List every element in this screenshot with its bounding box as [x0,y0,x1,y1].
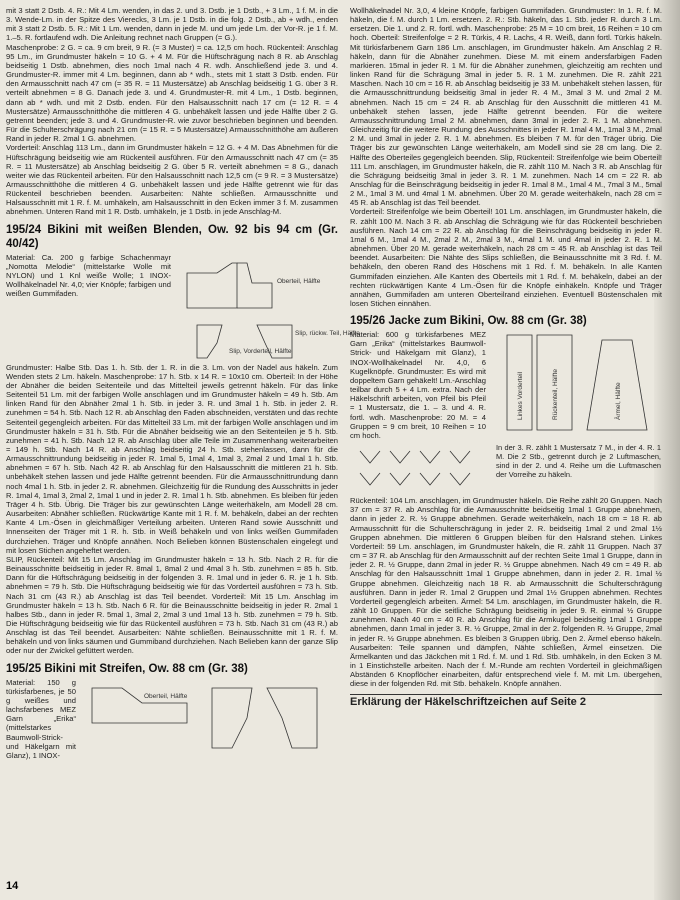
section-195-24-body: Grundmuster: Halbe Stb. Das 1. h. Stb. der 1. R. in die 3. Lm. von der Nadel aus häkeln. Zum Wenden stets 2 Lm. häkeln. Maschenprobe: 17 h. Stb. x 14 R. = 10x10 cm. Oberteil: In der Höhe der Abnäher die beiden Seitenteile und das Mittelteil jeweils getrennt häkeln. Für das linke Seitenteil 51 Lm. mit der farbigen Wolle anschlagen und im Grundmuster häkeln = 49 h. Stb. Am linken Rand für den Abnäher 2mal 1 h. Stb. in jeder 3. R. und 3mal 1 h. Stb. in jeder 2. R. zunehmen = 54 h. Stb. Nach 12 R. ab Anschlag den Faden abschneiden, verstäten und das rechte Seitenteil gegengleich arbeiten. Für das Mittelteil 33 Lm. mit der farbigen Wolle anschlagen und im Grundmuster häkeln = 31 h. Stb. Für die Abnäher beidseitig wie an den Seitenteilen je 5 h. Stb. zunehmen = 41 h. Stb. Nach 12 R. ab Anschlag über alle Teile im Zusammenhang weiterarbeiten = 149 h. Stb. Nach 14 R. ab Anschlag beidseitig 24 h. Stb. stehenlassen, dann für die Armausschnittrundung beidseitig in jeder R. 1mal 5, 1mal 4, 1mal 3, 2mal 2 und 1mal 1 h. Stb. abnehmen = 67 h. Stb. Nach 42 R. ab Anschlag für den Halsausschnitt die mittleren 21 h. Stb. unbehäkelt stehen lassen und jede Hälfte getrennt beenden. Für die Armausschnittrundung dann noch 4mal 1 h. Stb. in jeder 2. R. abnehmen. Gleichzeitig für die Rundung des Ausschnitts in jeder R. 1mal 4, 1mal 3, 2mal 2, 1mal 1 und in jeder 2. R. 1mal 1 h. Stb. abnehmen. Es bleiben für jeden Träger 4 h. Stb. Übrig. Die Träger bis zur gewünschten Länge weiterhäkeln, am Modell 28 cm. Ausarbeiten: Abnäher schließen. Rückwärtige Kante mit 1 R. f. M. behäkeln, dabei an der rechten Kante 4 Lm.-Ösen in gleichmäßiger Verteilung arbeiten. Unteren Rand sowie Ausschnitt und Innenseiten der Träger mit 1 R. h. Stb. in Weiß behäkeln und von links weißen Gummifaden durchziehen. Träger und Knöpfe annähen. Noch Belieben können Büstenschalen eingelegt und mit losen Stichen angeheftet werden. [6,362,338,555]
symbol-legend-reference: Erklärung der Häkelschriftzeichen auf Seite 2 [350,694,662,707]
section-195-24-title: 195/24 Bikini mit weißen Blenden, Ow. 92 bis 94 cm (Gr. 40/42) [6,223,338,250]
section-195-24-slip: SLIP, Rückenteil: Mit 15 Lm. Anschlag im Grundmuster häkeln = 13 h. Stb. Nach 2 R. für die Beinausschnitte beidseitig in jeder R. 8mal 1, 8mal 2 und 4mal 3 h. Stb. zunehmen = 85 h. Stb. Dann für die Hüftschrägung beidseitig in der folgenden 3. R. 1mal und in jeder 6. R. je 1 h. Stb. abnehmen = 79 h. Stb. Die Hüftschrägung beidseitig wie für das Vorderteil ausführen = 73 h. Stb. Nach 31 cm (43 R.) ab Anschlag ist das Teil beendet. Vorderteil: Mit 15 Lm. Anschlag im Grundmuster häkeln = 13 h. Stb. Nach 6 R. für die Beinausschnitte beidseitig in jeder R. 2mal 1 halbes Stb., dann in jeder R. 5mal 1, 3mal 2, 2mal 3 und 1mal 13 h. Stb. zunehmen = 79 h. Stb. Die Hüftschrägung beidseitig wie für das Rückenteil ausführen = 73 h. Stb. Nach 31 cm (43 R.) ab Anschlag ist das Teil beendet. Ausarbeiten: Nähte schließen. Beinausschnitte mit 1 R. f. M. behäkeln und von links säumen und Gummiband durchziehen. Nach Belieben kann der ganze Slip oder nur der Zwickel gefüttert werden. [6,554,338,656]
right-top-text-2: Vorderteil: Streifenfolge wie beim Oberteil! 101 Lm. anschlagen, im Grundmuster häkeln, die R. zählt 100 M. Nach 3 R. ab Anschlag die Schrägung wie für das Rückenteil beschrieben ausführen. Nach 14 cm = 22 R. ab Anschlag für die Beinschrägung beidseitig in jeder R. 1mal 6 M., 1mal 4 M., 2mal 2 M., 2mal 3 M., 4mal 1 M. und 4mal in jeder 2. R. 1 M. abnehmen. Über 20 M. gerade weiterhäkeln, nach 28 cm = 45 R. ab Anschlag ist das Teil beendet. Ausarbeiten: Die Nähte des Slips schließen, die Beinausschnitte mit 3 Rd. f. M. behäkeln, den oberen Rand des Höschens mit 1 Rd. f. M. behäkeln. In alle Kanten Gummifaden einziehen. Alle Kanten des Oberteils mit 1 Rd. f. M. behäkeln, dabei an der rechten rückwärtigen Kante 4 Lm.-Ösen für die Knöpfe einhäkeln. Knöpfe und Träger annähen, Gummifaden am unteren Oberteilrand einziehen. Eventuell Büstenschalen mit losen Stichen einnähen. [350,207,662,308]
crochet-chart [350,443,490,493]
page-number: 14 [6,880,19,892]
section-195-25-title: 195/25 Bikini mit Streifen, Ow. 88 cm (Gr. 38) [6,662,248,675]
section-195-26-body: Rückenteil: 104 Lm. anschlagen, im Grundmuster häkeln. Die Reihe zählt 20 Gruppen. Nach 37 cm = 37 R. ab Anschlag für die Armausschnitte beidseitig 1mal 1 Gruppe abnehmen, dann in jeder 2. R. ½ Gruppe abnehmen. Gerade weiterhäkeln, nach 18 cm = 18 R. ab Armausschnitt für die Schulterschrägung in jeder 2. R. beidseitig 1mal 2 und 2mal 1½ Gruppen abnehmen. Die mittleren 6 Gruppen bleiben für den Halsrand stehen. Linkes Vorderteil: 59 Lm. anschlagen, im Grundmuster häkeln, die R. zählt 11 Gruppen. Nach 37 cm = 37 R. ab Anschlag für den Armausschnitt auf der rechten Seite 1mal 1 Gruppe, dann in jeder 2. R. ½ Gruppe, dann 2mal in jeder R. ½ Gruppe abnehmen. Nach 49 cm = 49 R. ab Anschlag für den Halsausschnitt 1mal 1 Gruppe abnehmen, dann in jeder 2. R. 1mal ½ Gruppe abnehmen. Gleichzeitig nach 18 R. ab Armausschnitt die Schulterschrägung ausführen. Dann in jeder R. 1mal 2 Gruppen und 2mal 1½ Gruppen abnehmen. Rechtes Vorderteil gegengleich arbeiten. Ärmel: 54 Lm. anschlagen, im Grundmuster häkeln, die R. zählt 10 Gruppen. Für die seitliche Schrägung beidseitig in jeder 9. R. einmal ½ Gruppe zunehmen. Nach 40 cm = 40 R. ab Anschlag für die Armkugel beidseitig 1mal 1 Gruppe abnehmen, dann 1mal in jeder 3. R. ½ Gruppe, 2mal in der 2. folgenden R. ½ Gruppe, 2mal in jeder R. ½ Gruppe abnehmen. Es bleiben 3 Gruppen übrig. Den 2. Ärmel ebenso häkeln. Ausarbeiten: Teile spannen und dämpfen, Nähte schließen, Ärmel einsetzen. Die Ärmelkanten und das Jäckchen mit 1 Rd. f. M. und 1 Rd. Stb. umhäkeln, in den Ecken 3 M. in 1 Einstichstelle arbeiten. Nach der f. M.-Runde am rechten Vorderteil in gleichmäßigen Abständen 6 Knopflöcher einarbeiten, dafür entsprechend viele f. M. mit Lm. übergehen, diese in der folgenden Rd. mit Stb. behäkeln. Knöpfe annähen. [350,496,662,689]
intro-text-2: Maschenprobe: 2 G. = ca. 9 cm breit, 9 R. (= 3 Muster) = ca. 12,5 cm hoch. Rückenteil: Anschlag 95 Lm., im Grundmuster häkeln = 10 G. + 4 M. Für die Hüftschrägung nach 8 R. ab Anschlag beidseitig 1 Dstb. abnehmen, dies noch 1mal nach 4 R. wdh. Anschließend jede 3. und 4. Grundmuster-R. immer mit 4 Lm. beginnen, dann ab * wdh., stets mit 1 statt 3 Dstb. enden. Für den Armausschnitt nach 47 cm (= 35 R. = 11 Mustersätze) ab Anschlag beidseitig 1 G. über 3 R. verteilt abnehmen = 8 G. Danach jede 3. und 4. Grundmuster-R. mit 4 Lm., 1 Dstb. beginnen, dann ab * wdh. und mit 2 Dstb. enden. Für den Halsausschnitt nach 17 cm (= 12 R. = 4 Mustersätze) Armausschnitthöhe die mittleren 4 G. unbehäkelt lassen und jede Hälfte über 2 G. getrennt beenden; jede 3. und 4. Grundmuster-R. wie zuvor beschrieben beginnen und beenden. Für die Schulterschrägung nach 21 cm (= 15 R. = 5 Mustersätze) Armausschnitthöhe am äußeren Rand in jeder R. 2mal 1 G. abnehmen. [6,42,338,144]
section-195-26-title: 195/26 Jacke zum Bikini, Ow. 88 cm (Gr. 38) [350,315,587,328]
figure-label-jacket-sleeve: Ärmel, Hälfte [615,382,622,421]
section-195-26-material: Material: 600 g türkisfarbenes MEZ Garn „Erika“ (mittelstarkes Baumwoll-Strick- und Häkelgarn mit Glanz), 1 INOX-Wollhäkelnadel Nr. 4,0, 6 Kugelknöpfe. Grundmuster: Es wird mit doppeltem Garn gehäkelt! Lm.-Anschlag teilbar durch 5 + 4 Lm. extra. Nach der Häkelschrift arbeiten, von Pfeil bis Pfeil = 1 Mustersatz, die 1. – 3. und 4. R. fortl. wdh. Maschenprobe: 20 M. = 4 Gruppen = 9 cm breit, 10 Reihen = 10 cm hoch. [350,330,486,440]
section-195-25-material: Material: 150 g türkisfarbenes, je 50 g weißes und lachsfarbenes MEZ Garn „Erika“ (mittelstarkes Baumwoll-Strick- und Häkelgarn mit Glanz), 1 INOX- [6,677,76,760]
striped-bikini-diagram [82,678,332,758]
right-column [350,6,662,708]
figure-label-slip-back: Slip, rückw. Teil, Hälfte [295,329,360,337]
figure-label-jacket-front: Linkes Vorderteil [517,372,524,421]
section-195-24-material: Material: Ca. 200 g farbige Schachenmayr „Nomotta Melodie“ (mittelstarke Wolle mit NYLON) und 1 Knl weiße Wolle; 1 INOX-Wollhäkelnadel Nr. 4,0; vier Knöpfe; farbigen und weißen Gummifaden. [6,252,171,299]
jacket-pattern-diagram [492,330,662,440]
intro-text: mit 3 statt 2 Dstb. 4. R.: Mit 4 Lm. wenden, in das 2. und 3. Dstb. je 1 Dstb., + 3 Lm., 1 f. M. in die 3. Wende-Lm. in der Spitze des Vierecks, 3 Lm. je 1 Dstb. in die folg. 2 Dstb., ab + wdh., enden mit 3 statt 2 Dstb. 5. R.: Mit 1 Lm. wenden, dann in jede M. und um jede Lm. der Vor-R. je 1 f. M. 1.–5. R. fortlaufend wdh. Die Anleitung rechnet nach Gruppen (= G.). [6,6,338,43]
bikini-pattern-diagram [177,253,360,363]
right-top-text: Wollhäkelnadel Nr. 3,0, 4 kleine Knöpfe, farbigen Gummifaden. Grundmuster: In 1. R. f. M. häkeln, die f. M. durch 1 Lm. ersetzen. 2. R.: Stb. häkeln, das 1. Stb. jeder R. durch 3 Lm. ersetzen. Die 1. und 2. R. fortl. wdh. Maschenprobe: 25 M = 10 cm breit, 16 Reihen = 10 cm hoch. Oberteil: Streifenfolge = 2 R. Türkis, 4 R. Lachs, 4 R. Weiß, dann fortl. Türkis häkeln. Mit türkisfarbenem Garn 186 Lm. anschlagen, im Grundmuster häkeln. Am Anschlag 2 R. häkeln, dann für die Abnäher zunehmen. Diese M. mit einem andersfarbigen Faden markieren. 15mal in jeder R. 1 M. für die Abnäher zunehmen, gleichzeitig am rechten und linken Rand für die Schrägung 3mal in jeder 5. R. 1 M. zunehmen. Die R. zählt 221 Maschen. Nach 10 cm = 16 R. ab Anschlag beidseitig je 33 M. unbehäkelt stehen lassen, für die Armausschnittrundung beidseitig 3mal in jeder R. 4 M., 3mal 3 M. und 2mal 2 M. abnehmen. Nach 15 cm = 24 R. ab Anschlag für den Ausschnitt die mittleren 41 M. unbehäkelt stehen lassen, jede Hälfte getrennt beenden. Für die weitere Armausschnittrundung 1mal 2 M. abnehmen, dann 3mal in jeder 2. R. 1 M. abnehmen. Gleichzeitig für die weitere Rundung des Ausschnittes in jeder R. 1mal 4 M., 1mal 3 M., 2mal 2 M. und 3mal in jeder 2. R. 1 M. abnehmen. Es bleiben 7 M. für den Träger übrig. Die Träger bis zur gewünschten Länge weiterhäkeln, am Modell sind sie 28 cm lang. Die 2. Hälfte des Oberteiles gegengleich beenden. Slip, Rückenteil: Streifenfolge wie beim Oberteil! 111 Lm. anschlagen, im Grundmuster häkeln, die R. zählt 110 M. Nach 3 R. ab Anschlag für die Schrägung beidseitig 3mal in jeder 3. R. 1 M. zunehmen. Nach 14 cm = 22 R. ab Anschlag für die Beinschrägung beidseitig in jeder R. 1mal 8 M., 1mal 4 M., 7mal 3 M., 5mal 2 M., 1mal 3 M. und 4mal 1 M. abnehmen. Über 20 M. gerade weiterhäkeln, nach 28 cm = 45 R. ab Anschlag ist das Teil beendet. [350,6,662,208]
figure-label-striped-top: Oberteil, Hälfte [144,692,188,700]
figure-label-jacket-back: Rückenteil, Hälfte [552,369,559,421]
figure-label-slip-front: Slip, Vorderteil, Hälfte [229,347,292,355]
figure-label-top-half: Oberteil, Hälfte [277,277,321,285]
intro-text-3: Vorderteil: Anschlag 113 Lm., dann im Grundmuster häkeln = 12 G. + 4 M. Das Abnehmen für die Hüftschrägung beidseitig wie am Rückenteil ausführen. Für den Armausschnitt nach 47 cm (= 35 R. = 11 Mustersätze) ab Anschlag beidseitig 2 G. über 5 R. verteilt abnehmen = 8 G., danach weiter wie das Rückenteil arbeiten. Für den Halsausschnitt nach 12,5 cm (= 9 R. = 3 Mustersätze) Armausschnitthöhe die mittleren 4 G. unbehäkelt lassen und jede Hälfte getrennt wie für das Rückenteil beschrieben beenden. Ausarbeiten: Nähte schließen. Armausschnitte und Halsausschnitt mit 1 R. f. M. umhäkeln, am Halsausschnitt in den Ecken immer 3 f. M. zusammen abnehmen. Unteren Rand mit 1 R. Dstb. umhäkeln, je 1 Dstb. in jede Anschlag-M. [6,143,338,217]
crochet-chart-note: In der 3. R. zählt 1 Mustersatz 7 M., in der 4. R. 1 M. Die 2 Stb., getrennt durch je 2 Luftmaschen, sind in der 2. und 4. Reihe um die Luftmaschen der Vorreihe zu häkeln. [496,443,661,480]
left-column [6,6,360,760]
